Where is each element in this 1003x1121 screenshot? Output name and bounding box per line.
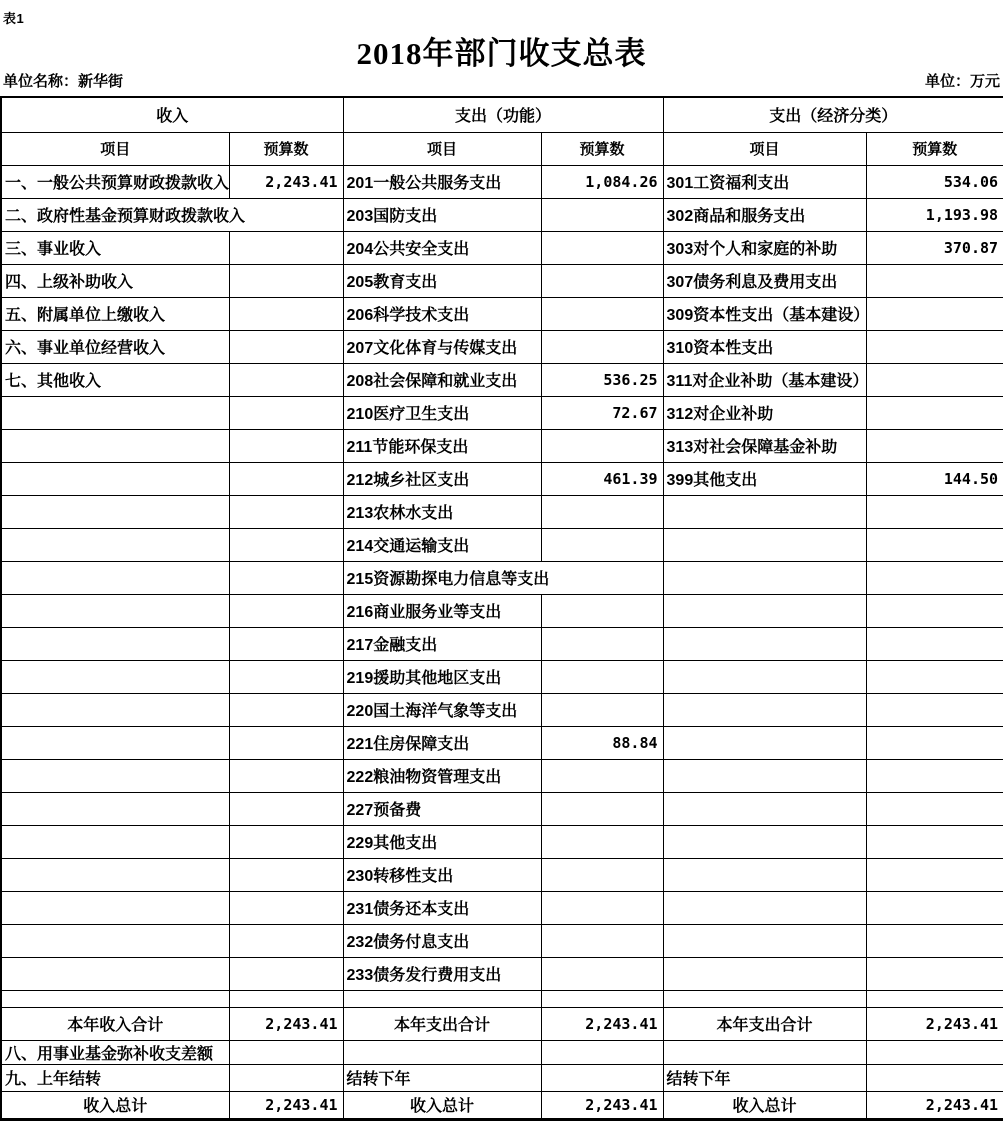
income-budget-cell xyxy=(229,198,343,231)
economic-item-cell: 302商品和服务支出 xyxy=(663,198,866,231)
function-budget-cell xyxy=(541,990,663,1007)
income-item-cell xyxy=(1,726,229,759)
income-budget-cell xyxy=(229,1040,343,1064)
function-budget-cell: 2,243.41 xyxy=(541,1091,663,1119)
table-row xyxy=(1,396,1003,429)
function-budget-cell xyxy=(541,528,663,561)
economic-budget-cell xyxy=(866,429,1003,462)
function-budget-cell xyxy=(541,297,663,330)
income-item-cell: 九、上年结转 xyxy=(1,1064,229,1091)
table-row xyxy=(1,561,1003,594)
economic-budget-cell xyxy=(866,561,1003,594)
income-budget-cell xyxy=(229,594,343,627)
economic-budget-cell xyxy=(866,1040,1003,1064)
income-budget-cell xyxy=(229,957,343,990)
economic-item-cell xyxy=(663,990,866,1007)
table-row xyxy=(1,165,1003,198)
income-item-cell: 五、附属单位上缴收入 xyxy=(1,297,229,330)
function-budget-cell xyxy=(541,264,663,297)
income-item-cell xyxy=(1,627,229,660)
table-row xyxy=(1,462,1003,495)
function-budget-cell: 536.25 xyxy=(541,363,663,396)
economic-item-cell: 结转下年 xyxy=(663,1064,866,1091)
economic-item-cell: 307债务利息及费用支出 xyxy=(663,264,866,297)
group-header-economic-expenditure: 支出（经济分类） xyxy=(663,97,1003,132)
income-budget-cell xyxy=(229,825,343,858)
income-budget-cell xyxy=(229,990,343,1007)
economic-item-cell: 399其他支出 xyxy=(663,462,866,495)
budget-summary-table xyxy=(0,96,1003,1121)
income-item-cell xyxy=(1,990,229,1007)
function-budget-cell: 1,084.26 xyxy=(541,165,663,198)
column-header-economic-budget: 预算数 xyxy=(866,132,1003,165)
economic-item-cell xyxy=(663,825,866,858)
unit-label: 单位：万元 xyxy=(924,73,1000,90)
function-item-cell: 204公共安全支出 xyxy=(343,231,541,264)
group-header-income: 收入 xyxy=(1,97,343,132)
function-item-cell: 207文化体育与传媒支出 xyxy=(343,330,541,363)
economic-item-cell: 312对企业补助 xyxy=(663,396,866,429)
function-item-cell: 222粮油物资管理支出 xyxy=(343,759,541,792)
function-item-cell: 210医疗卫生支出 xyxy=(343,396,541,429)
economic-item-cell: 309资本性支出（基本建设） xyxy=(663,297,866,330)
income-budget-cell: 2,243.41 xyxy=(229,165,343,198)
table-row xyxy=(1,231,1003,264)
income-item-cell xyxy=(1,891,229,924)
income-item-cell: 收入总计 xyxy=(1,1091,229,1119)
table-row xyxy=(1,825,1003,858)
table-row xyxy=(1,330,1003,363)
function-item-cell: 214交通运输支出 xyxy=(343,528,541,561)
economic-item-cell xyxy=(663,1040,866,1064)
group-header-function-expenditure: 支出（功能） xyxy=(343,97,663,132)
function-item-cell: 结转下年 xyxy=(343,1064,541,1091)
economic-item-cell: 301工资福利支出 xyxy=(663,165,866,198)
economic-budget-cell: 144.50 xyxy=(866,462,1003,495)
economic-item-cell xyxy=(663,660,866,693)
column-header-function-item: 项目 xyxy=(343,132,541,165)
column-header-income-budget: 预算数 xyxy=(229,132,343,165)
unit-name-label: 单位名称：新华街 xyxy=(3,73,124,90)
function-budget-cell xyxy=(541,957,663,990)
economic-budget-cell: 534.06 xyxy=(866,165,1003,198)
function-budget-cell xyxy=(541,858,663,891)
table-header xyxy=(1,97,1003,165)
function-item-cell: 216商业服务业等支出 xyxy=(343,594,541,627)
income-budget-cell xyxy=(229,396,343,429)
function-item-cell: 221住房保障支出 xyxy=(343,726,541,759)
economic-budget-cell xyxy=(866,660,1003,693)
economic-item-cell xyxy=(663,528,866,561)
income-item-cell: 三、事业收入 xyxy=(1,231,229,264)
function-item-cell: 231债务还本支出 xyxy=(343,891,541,924)
economic-item-cell: 313对社会保障基金补助 xyxy=(663,429,866,462)
income-budget-cell xyxy=(229,264,343,297)
table-row xyxy=(1,891,1003,924)
economic-budget-cell xyxy=(866,495,1003,528)
function-budget-cell xyxy=(541,693,663,726)
income-item-cell: 本年收入合计 xyxy=(1,1007,229,1040)
table-row xyxy=(1,693,1003,726)
income-budget-cell xyxy=(229,660,343,693)
page-title: 2018年部门收支总表 xyxy=(356,36,647,71)
income-budget-cell xyxy=(229,330,343,363)
function-budget-cell xyxy=(541,1064,663,1091)
table-tag: 表1 xyxy=(3,11,25,26)
function-item-cell: 收入总计 xyxy=(343,1091,541,1119)
income-budget-cell xyxy=(229,1064,343,1091)
income-budget-cell xyxy=(229,891,343,924)
function-item-cell: 217金融支出 xyxy=(343,627,541,660)
function-item-cell: 206科学技术支出 xyxy=(343,297,541,330)
function-item-cell: 本年支出合计 xyxy=(343,1007,541,1040)
economic-budget-cell: 2,243.41 xyxy=(866,1091,1003,1119)
income-budget-cell xyxy=(229,231,343,264)
table-row xyxy=(1,264,1003,297)
table-row xyxy=(1,726,1003,759)
function-item-cell: 212城乡社区支出 xyxy=(343,462,541,495)
function-budget-cell xyxy=(541,660,663,693)
economic-item-cell xyxy=(663,693,866,726)
table-row xyxy=(1,957,1003,990)
function-budget-cell: 461.39 xyxy=(541,462,663,495)
function-item-cell: 220国土海洋气象等支出 xyxy=(343,693,541,726)
economic-item-cell xyxy=(663,924,866,957)
function-budget-cell xyxy=(541,429,663,462)
income-item-cell xyxy=(1,594,229,627)
function-budget-cell xyxy=(541,198,663,231)
function-budget-cell xyxy=(541,1040,663,1064)
economic-item-cell xyxy=(663,594,866,627)
function-item-cell: 203国防支出 xyxy=(343,198,541,231)
economic-budget-cell xyxy=(866,330,1003,363)
function-budget-cell xyxy=(541,330,663,363)
economic-item-cell xyxy=(663,726,866,759)
function-item-cell: 213农林水支出 xyxy=(343,495,541,528)
table-row xyxy=(1,297,1003,330)
economic-budget-cell xyxy=(866,627,1003,660)
economic-budget-cell xyxy=(866,792,1003,825)
economic-budget-cell xyxy=(866,759,1003,792)
economic-budget-cell xyxy=(866,693,1003,726)
function-item-cell: 233债务发行费用支出 xyxy=(343,957,541,990)
income-item-cell: 六、事业单位经营收入 xyxy=(1,330,229,363)
function-budget-cell: 88.84 xyxy=(541,726,663,759)
column-header-row xyxy=(1,132,1003,165)
income-item-cell xyxy=(1,759,229,792)
income-budget-cell xyxy=(229,858,343,891)
income-budget-cell xyxy=(229,924,343,957)
table-row xyxy=(1,660,1003,693)
function-item-cell: 232债务付息支出 xyxy=(343,924,541,957)
income-budget-cell xyxy=(229,429,343,462)
function-item-cell: 211节能环保支出 xyxy=(343,429,541,462)
income-item-cell xyxy=(1,660,229,693)
economic-item-cell xyxy=(663,759,866,792)
economic-item-cell xyxy=(663,957,866,990)
function-budget-cell xyxy=(541,495,663,528)
economic-item-cell xyxy=(663,561,866,594)
income-item-cell xyxy=(1,858,229,891)
table-row xyxy=(1,1007,1003,1040)
function-item-cell: 227预备费 xyxy=(343,792,541,825)
economic-budget-cell xyxy=(866,858,1003,891)
table-row xyxy=(1,429,1003,462)
income-budget-cell xyxy=(229,561,343,594)
income-item-cell xyxy=(1,792,229,825)
economic-item-cell: 收入总计 xyxy=(663,1091,866,1119)
income-budget-cell: 2,243.41 xyxy=(229,1007,343,1040)
income-budget-cell xyxy=(229,693,343,726)
function-item-cell: 208社会保障和就业支出 xyxy=(343,363,541,396)
table-row xyxy=(1,858,1003,891)
economic-item-cell xyxy=(663,792,866,825)
income-item-cell xyxy=(1,957,229,990)
function-item-cell: 219援助其他地区支出 xyxy=(343,660,541,693)
income-budget-cell xyxy=(229,759,343,792)
economic-budget-cell: 1,193.98 xyxy=(866,198,1003,231)
function-budget-cell xyxy=(541,627,663,660)
function-item-cell: 230转移性支出 xyxy=(343,858,541,891)
function-item-cell xyxy=(343,990,541,1007)
income-budget-cell: 2,243.41 xyxy=(229,1091,343,1119)
economic-budget-cell xyxy=(866,297,1003,330)
income-item-cell xyxy=(1,528,229,561)
income-budget-cell xyxy=(229,363,343,396)
income-budget-cell xyxy=(229,297,343,330)
economic-budget-cell xyxy=(866,363,1003,396)
function-budget-cell xyxy=(541,561,663,594)
column-header-income-item: 项目 xyxy=(1,132,229,165)
table-row xyxy=(1,990,1003,1007)
table-row xyxy=(1,594,1003,627)
economic-budget-cell: 2,243.41 xyxy=(866,1007,1003,1040)
economic-budget-cell xyxy=(866,264,1003,297)
table-row xyxy=(1,627,1003,660)
income-budget-cell xyxy=(229,627,343,660)
table-body xyxy=(1,165,1003,1119)
column-header-function-budget: 预算数 xyxy=(541,132,663,165)
function-budget-cell xyxy=(541,759,663,792)
table-row xyxy=(1,759,1003,792)
economic-budget-cell xyxy=(866,1064,1003,1091)
economic-budget-cell: 370.87 xyxy=(866,231,1003,264)
economic-item-cell xyxy=(663,858,866,891)
income-item-cell xyxy=(1,429,229,462)
function-item-cell: 215资源勘探电力信息等支出 xyxy=(343,561,541,594)
income-budget-cell xyxy=(229,462,343,495)
income-item-cell: 八、用事业基金弥补收支差额 xyxy=(1,1040,229,1064)
income-budget-cell xyxy=(229,792,343,825)
table-row xyxy=(1,363,1003,396)
function-item-cell: 201一般公共服务支出 xyxy=(343,165,541,198)
income-item-cell xyxy=(1,693,229,726)
function-item-cell xyxy=(343,1040,541,1064)
function-budget-cell xyxy=(541,231,663,264)
table-row xyxy=(1,1040,1003,1064)
income-budget-cell xyxy=(229,726,343,759)
function-item-cell: 229其他支出 xyxy=(343,825,541,858)
function-budget-cell xyxy=(541,594,663,627)
economic-item-cell xyxy=(663,495,866,528)
economic-budget-cell xyxy=(866,726,1003,759)
income-budget-cell xyxy=(229,495,343,528)
function-budget-cell xyxy=(541,924,663,957)
income-item-cell xyxy=(1,396,229,429)
income-item-cell xyxy=(1,462,229,495)
meta-line xyxy=(3,70,1000,91)
economic-budget-cell xyxy=(866,825,1003,858)
table-row xyxy=(1,1091,1003,1119)
table-row xyxy=(1,495,1003,528)
table-row xyxy=(1,792,1003,825)
table-row xyxy=(1,528,1003,561)
function-budget-cell xyxy=(541,792,663,825)
economic-budget-cell xyxy=(866,594,1003,627)
economic-budget-cell xyxy=(866,990,1003,1007)
group-header-row xyxy=(1,97,1003,132)
economic-budget-cell xyxy=(866,528,1003,561)
income-item-cell xyxy=(1,561,229,594)
table-row xyxy=(1,924,1003,957)
income-item-cell xyxy=(1,825,229,858)
income-budget-cell xyxy=(229,528,343,561)
function-budget-cell: 72.67 xyxy=(541,396,663,429)
income-item-cell xyxy=(1,495,229,528)
function-item-cell: 205教育支出 xyxy=(343,264,541,297)
column-header-economic-item: 项目 xyxy=(663,132,866,165)
table-row xyxy=(1,1064,1003,1091)
economic-budget-cell xyxy=(866,957,1003,990)
economic-budget-cell xyxy=(866,891,1003,924)
economic-budget-cell xyxy=(866,396,1003,429)
table-row xyxy=(1,198,1003,231)
income-item-cell xyxy=(1,924,229,957)
function-budget-cell xyxy=(541,825,663,858)
income-item-cell: 四、上级补助收入 xyxy=(1,264,229,297)
economic-item-cell: 303对个人和家庭的补助 xyxy=(663,231,866,264)
income-item-cell: 二、政府性基金预算财政拨款收入 xyxy=(1,198,229,231)
function-budget-cell xyxy=(541,891,663,924)
function-budget-cell: 2,243.41 xyxy=(541,1007,663,1040)
economic-item-cell: 311对企业补助（基本建设） xyxy=(663,363,866,396)
economic-budget-cell xyxy=(866,924,1003,957)
economic-item-cell xyxy=(663,627,866,660)
economic-item-cell: 本年支出合计 xyxy=(663,1007,866,1040)
income-item-cell: 一、一般公共预算财政拨款收入 xyxy=(1,165,229,198)
economic-item-cell xyxy=(663,891,866,924)
economic-item-cell: 310资本性支出 xyxy=(663,330,866,363)
income-item-cell: 七、其他收入 xyxy=(1,363,229,396)
